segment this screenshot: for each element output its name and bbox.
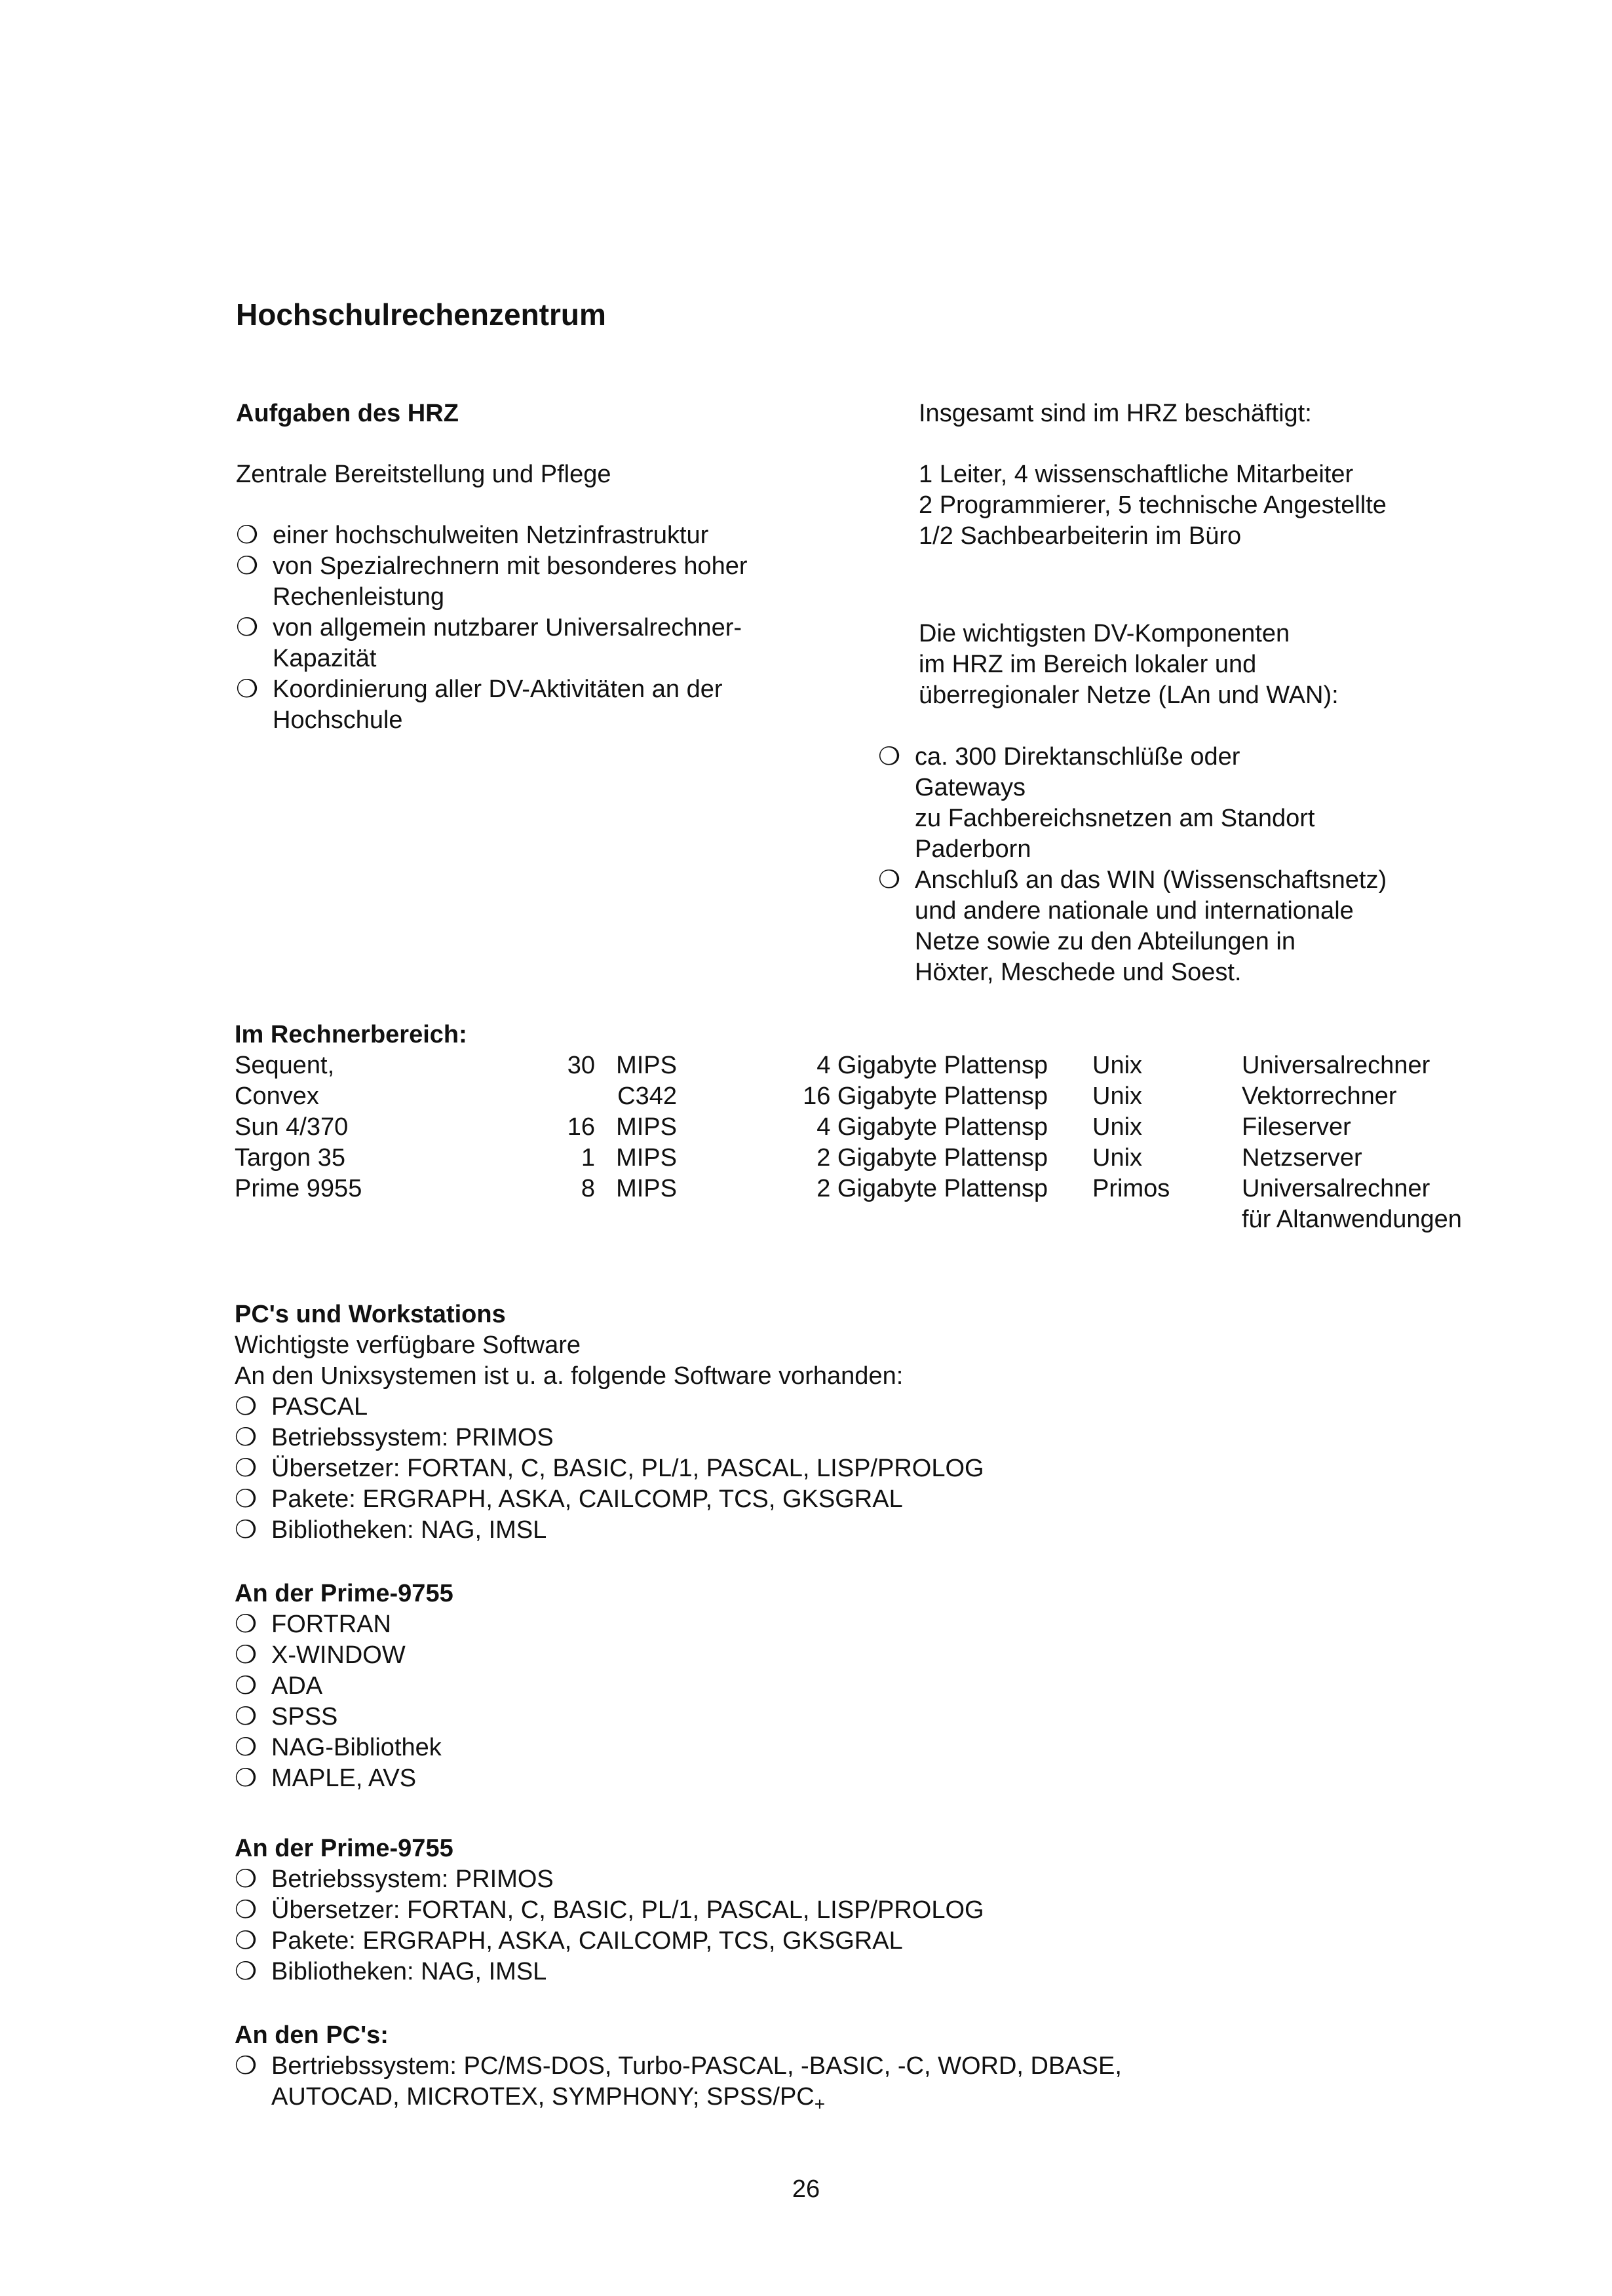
- dv-intro-line: im HRZ im Bereich lokaler und: [919, 651, 1257, 678]
- rechner-role-line: Vektorrechner: [1242, 1082, 1397, 1110]
- rechner-storage: 4 Gigabyte Plattensp: [816, 1113, 1048, 1141]
- pcs-item: [235, 1392, 1480, 1423]
- rechner-os: Unix: [1092, 1144, 1143, 1172]
- rechner-role-line: Fileserver: [1242, 1113, 1351, 1141]
- prime2-text: Pakete: ERGRAPH, ASKA, CAILCOMP, TCS, GKSGRAL: [271, 1927, 903, 1955]
- rechner-mips-value: 8: [581, 1175, 595, 1202]
- rechner-name: Prime 9955: [235, 1175, 362, 1202]
- pcs-item: [235, 1515, 1480, 1546]
- bullet-circle-icon: ❍: [236, 552, 259, 580]
- aufgaben-item: [236, 613, 845, 674]
- prime1-item: [235, 1640, 1480, 1671]
- prime1-text: ADA: [271, 1672, 323, 1700]
- dv-text: zu Fachbereichsnetzen am Standort: [915, 805, 1315, 832]
- bullet-circle-icon: ❍: [235, 1641, 258, 1669]
- personal-heading: Insgesamt sind im HRZ beschäftigt:: [919, 400, 1312, 427]
- bullet-circle-icon: ❍: [235, 1516, 258, 1544]
- dv-list: [878, 742, 1533, 988]
- prime1-text: X-WINDOW: [271, 1641, 406, 1669]
- dv-item: [878, 865, 1533, 988]
- rechner-os: Unix: [1092, 1082, 1143, 1110]
- prime2-heading: An der Prime-9755: [235, 1835, 453, 1862]
- rechner-mips-unit: C342: [617, 1082, 677, 1110]
- bullet-circle-icon: ❍: [235, 1485, 258, 1513]
- pc-line2: AUTOCAD, MICROTEX, SYMPHONY; SPSS/$PC_+$: [271, 2083, 826, 2114]
- bullet-circle-icon: ❍: [878, 743, 901, 771]
- rechner-mips-value: [536, 1081, 595, 1112]
- rechner-mips-value: 1: [581, 1144, 595, 1172]
- pc-heading: An den PC's:: [235, 2021, 389, 2049]
- rechner-os: Unix: [1092, 1113, 1143, 1141]
- page-title: Hochschulrechenzentrum: [236, 297, 606, 332]
- aufgaben-text: Koordinierung aller DV-Aktivitäten an der: [273, 676, 723, 703]
- bullet-circle-icon: ❍: [236, 676, 259, 703]
- prime2-item: [235, 1864, 1480, 1895]
- rechner-row: [235, 1174, 1462, 1235]
- prime1-heading: An der Prime-9755: [235, 1580, 453, 1607]
- aufgaben-section: [236, 398, 845, 736]
- dv-text: und andere nationale und internationale: [915, 897, 1354, 925]
- prime2-text: Betriebssystem: PRIMOS: [271, 1866, 554, 1893]
- dv-text: Höxter, Meschede und Soest.: [915, 959, 1242, 986]
- dv-text: Anschluß an das WIN (Wissenschaftsnetz): [915, 866, 1387, 894]
- pc-line1: Bertriebssystem: PC/MS-DOS, Turbo-PASCAL, -BASIC, -C, WORD, DBASE,: [271, 2052, 1122, 2080]
- bullet-circle-icon: ❍: [235, 1455, 258, 1482]
- rechner-name: Sequent,: [235, 1052, 335, 1079]
- pcs-text: Betriebssystem: PRIMOS: [271, 1424, 554, 1451]
- bullet-circle-icon: ❍: [235, 1958, 258, 1985]
- rechner-mips-unit: MIPS: [616, 1144, 677, 1172]
- pcs-item: [235, 1484, 1480, 1515]
- personal-line: 1 Leiter, 4 wissenschaftliche Mitarbeiter: [919, 461, 1354, 488]
- prime1-item: [235, 1671, 1480, 1702]
- bullet-circle-icon: ❍: [236, 522, 259, 549]
- pcs-text: Bibliotheken: NAG, IMSL: [271, 1516, 547, 1544]
- bullet-circle-icon: ❍: [235, 1393, 258, 1421]
- rechner-name: Convex: [235, 1082, 319, 1110]
- prime2-text: Übersetzer: FORTAN, C, BASIC, PL/1, PASCAL, LISP/PROLOG: [271, 1896, 984, 1924]
- dv-text: Gateways: [915, 774, 1026, 801]
- prime1-text: MAPLE, AVS: [271, 1765, 417, 1792]
- rechner-name: Targon 35: [235, 1144, 346, 1172]
- personal-section: [919, 398, 1508, 552]
- aufgaben-text: einer hochschulweiten Netzinfrastruktur: [273, 522, 709, 549]
- prime2-item: [235, 1957, 1480, 1987]
- rechner-role-line: Universalrechner: [1242, 1175, 1430, 1202]
- rechner-storage: 16 Gigabyte Plattensp: [803, 1082, 1048, 1110]
- dv-text: Paderborn: [915, 835, 1031, 863]
- pcs-item: [235, 1453, 1480, 1484]
- pcs-heading: PC's und Workstations: [235, 1301, 506, 1328]
- pc-line2-sub: +: [814, 2094, 826, 2114]
- aufgaben-heading: Aufgaben des HRZ: [236, 400, 459, 427]
- dv-intro-line: überregionaler Netze (LAn und WAN):: [919, 681, 1339, 709]
- bullet-circle-icon: ❍: [235, 1927, 258, 1955]
- prime1-text: FORTRAN: [271, 1611, 391, 1638]
- personal-line: 2 Programmierer, 5 technische Angestellte: [919, 491, 1387, 519]
- pcs-text: PASCAL: [271, 1393, 368, 1421]
- rechner-mips-unit: MIPS: [616, 1113, 677, 1141]
- bullet-circle-icon: ❍: [235, 1611, 258, 1638]
- bullet-circle-icon: ❍: [235, 1866, 258, 1893]
- prime2-item: [235, 1895, 1480, 1926]
- rechner-mips-unit: MIPS: [616, 1175, 677, 1202]
- rechner-mips-value: 16: [567, 1113, 595, 1141]
- prime2-text: Bibliotheken: NAG, IMSL: [271, 1958, 547, 1985]
- pcs-text: Pakete: ERGRAPH, ASKA, CAILCOMP, TCS, GKSGRAL: [271, 1485, 903, 1513]
- bullet-circle-icon: ❍: [878, 866, 901, 894]
- rechner-row: [235, 1143, 1462, 1174]
- prime1-item: [235, 1732, 1480, 1763]
- rechner-role: [1242, 1143, 1462, 1174]
- prime2-item: [235, 1926, 1480, 1957]
- rechner-storage: 2 Gigabyte Plattensp: [816, 1175, 1048, 1202]
- rechner-os: Unix: [1092, 1052, 1143, 1079]
- rechner-role-line: für Altanwendungen: [1242, 1206, 1462, 1233]
- bullet-circle-icon: ❍: [235, 1424, 258, 1451]
- aufgaben-text: Rechenleistung: [273, 583, 444, 611]
- prime1-section: [235, 1578, 1480, 1794]
- prime2-list: [235, 1864, 1480, 1987]
- rechner-role: [1242, 1174, 1462, 1235]
- rechner-row: [235, 1112, 1462, 1143]
- dv-intro: [919, 619, 1508, 711]
- rechner-role: [1242, 1081, 1462, 1112]
- pc-item: [235, 2051, 1480, 2113]
- aufgaben-text: von Spezialrechnern mit besonderes hoher: [273, 552, 748, 580]
- bullet-circle-icon: ❍: [235, 2052, 258, 2080]
- dv-text: ca. 300 Direktanschlüße oder: [915, 743, 1240, 771]
- rechner-mips-value: 30: [567, 1052, 595, 1079]
- dv-text: Netze sowie zu den Abteilungen in: [915, 928, 1295, 955]
- rechner-row: [235, 1081, 1462, 1112]
- personal-lines: [919, 459, 1508, 552]
- prime1-list: [235, 1609, 1480, 1794]
- pcs-section: [235, 1299, 1480, 1546]
- prime1-item: [235, 1609, 1480, 1640]
- aufgaben-item: [236, 520, 845, 551]
- dv-intro-line: Die wichtigsten DV-Komponenten: [919, 620, 1290, 647]
- prime1-item: [235, 1702, 1480, 1732]
- rechner-role: [1242, 1050, 1462, 1081]
- aufgaben-text: Hochschule: [273, 706, 403, 734]
- rechner-mips-unit: MIPS: [616, 1052, 677, 1079]
- bullet-circle-icon: ❍: [236, 614, 259, 641]
- rechner-role: [1242, 1112, 1462, 1143]
- aufgaben-list: [236, 520, 845, 736]
- bullet-circle-icon: ❍: [235, 1734, 258, 1761]
- prime1-text: NAG-Bibliothek: [271, 1734, 442, 1761]
- bullet-circle-icon: ❍: [235, 1703, 258, 1731]
- aufgaben-text: von allgemein nutzbarer Universalrechner-: [273, 614, 742, 641]
- rechner-row: [235, 1050, 1462, 1081]
- aufgaben-text: Kapazität: [273, 645, 377, 672]
- rechner-name: Sun 4/370: [235, 1113, 349, 1141]
- pcs-line2: An den Unixsystemen ist u. a. folgende Software vorhanden:: [235, 1362, 904, 1390]
- bullet-circle-icon: ❍: [235, 1765, 258, 1792]
- rechner-os: Primos: [1092, 1175, 1170, 1202]
- personal-line: 1/2 Sachbearbeiterin im Büro: [919, 522, 1242, 550]
- pc-section: [235, 2020, 1480, 2113]
- prime2-section: [235, 1833, 1480, 1987]
- rechner-storage: 2 Gigabyte Plattensp: [816, 1144, 1048, 1172]
- page-number: 26: [792, 2175, 820, 2203]
- rechner-storage: 4 Gigabyte Plattensp: [816, 1052, 1048, 1079]
- prime1-item: [235, 1763, 1480, 1794]
- dv-item: [878, 742, 1533, 865]
- aufgaben-item: [236, 674, 845, 736]
- prime1-text: SPSS: [271, 1703, 338, 1731]
- pcs-list: [235, 1392, 1480, 1546]
- pcs-text: Übersetzer: FORTAN, C, BASIC, PL/1, PASCAL, LISP/PROLOG: [271, 1455, 984, 1482]
- rechner-table: [235, 1050, 1462, 1235]
- rechner-role-line: Netzserver: [1242, 1144, 1362, 1172]
- bullet-circle-icon: ❍: [235, 1672, 258, 1700]
- rechner-role-line: Universalrechner: [1242, 1052, 1430, 1079]
- aufgaben-item: [236, 551, 845, 613]
- pcs-item: [235, 1423, 1480, 1453]
- bullet-circle-icon: ❍: [235, 1896, 258, 1924]
- rechner-heading: Im Rechnerbereich:: [235, 1021, 467, 1048]
- pcs-line1: Wichtigste verfügbare Software: [235, 1331, 581, 1359]
- aufgaben-intro: Zentrale Bereitstellung und Pflege: [236, 461, 611, 488]
